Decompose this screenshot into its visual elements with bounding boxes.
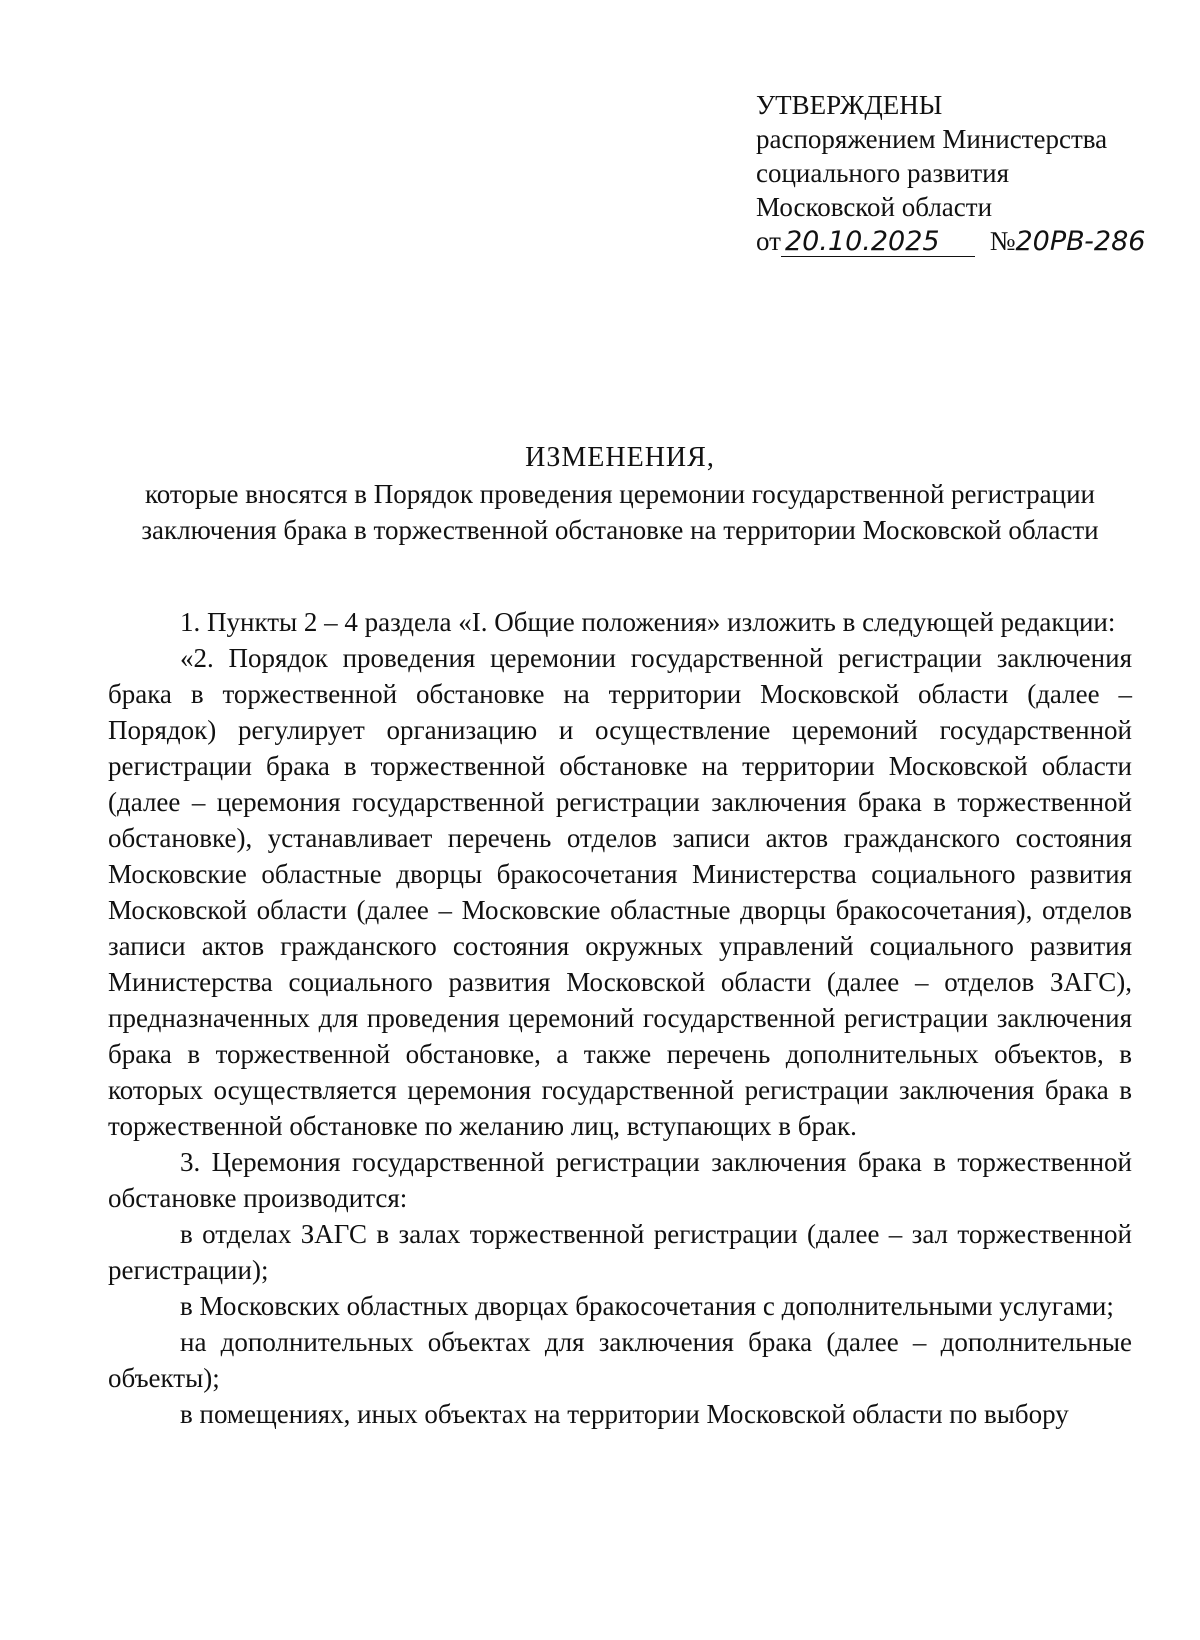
- approval-line-2: социального развития: [756, 158, 1010, 188]
- document-body: [108, 604, 1132, 1432]
- document-title: [108, 440, 1132, 548]
- handwritten-number: 20PB-286: [1015, 226, 1146, 257]
- handwritten-date: 20.10.2025: [781, 228, 975, 257]
- paragraph-1: 1. Пункты 2 – 4 раздела «I. Общие положения» изложить в следующей редакции:: [180, 607, 1116, 637]
- approval-heading: УТВЕРЖДЕНЫ: [756, 90, 943, 120]
- paragraph-3: 3. Церемония государственной регистрации заключения брака в торжественной обстановке производится:: [108, 1147, 1132, 1213]
- approval-line-3: Московской области: [756, 192, 993, 222]
- title-heading: ИЗМЕНЕНИЯ,: [525, 442, 715, 473]
- title-subtitle: которые вносятся в Порядок проведения церемонии государственной регистрации заключения брака в торжественной обстановке на территории Московской области: [141, 479, 1099, 545]
- paragraph-6: на дополнительных объектах для заключения брака (далее – дополнительные объекты);: [108, 1327, 1132, 1393]
- date-prefix: от: [756, 226, 781, 256]
- approval-line-1: распоряжением Министерства: [756, 124, 1108, 154]
- approval-stamp: [756, 88, 1145, 259]
- paragraph-2: «2. Порядок проведения церемонии государственной регистрации заключения брака в торжественной обстановке на территории Московской области (далее – Порядок) регулирует организацию и осуществление церемоний государственной регистрации брака в торжественной обстановке на территории Московской области (далее – церемония государственной регистрации заключения брака в торжественной обстановке), устанавливает перечень отделов записи актов гражданского состояния Московские областные дворцы бракосочетания Министерства социального развития Московской области (далее – Московские областные дворцы бракосочетания), отделов записи актов гражданского состояния окружных управлений социального развития Министерства социального развития Московской области (далее – отделов ЗАГС), предназначенных для проведения церемоний государственной регистрации заключения брака в торжественной обстановке, а также перечень дополнительных объектов, в которых осуществляется церемония государственной регистрации заключения брака в торжественной обстановке по желанию лиц, вступающих в брак.: [108, 643, 1132, 1141]
- number-prefix: №: [989, 226, 1016, 256]
- approval-date-line: [756, 224, 1145, 259]
- paragraph-4: в отделах ЗАГС в залах торжественной регистрации (далее – зал торжественной регистрации);: [108, 1219, 1132, 1285]
- paragraph-7: в помещениях, иных объектах на территории Московской области по выбору: [180, 1399, 1069, 1429]
- paragraph-5: в Московских областных дворцах бракосочетания с дополнительными услугами;: [180, 1291, 1114, 1321]
